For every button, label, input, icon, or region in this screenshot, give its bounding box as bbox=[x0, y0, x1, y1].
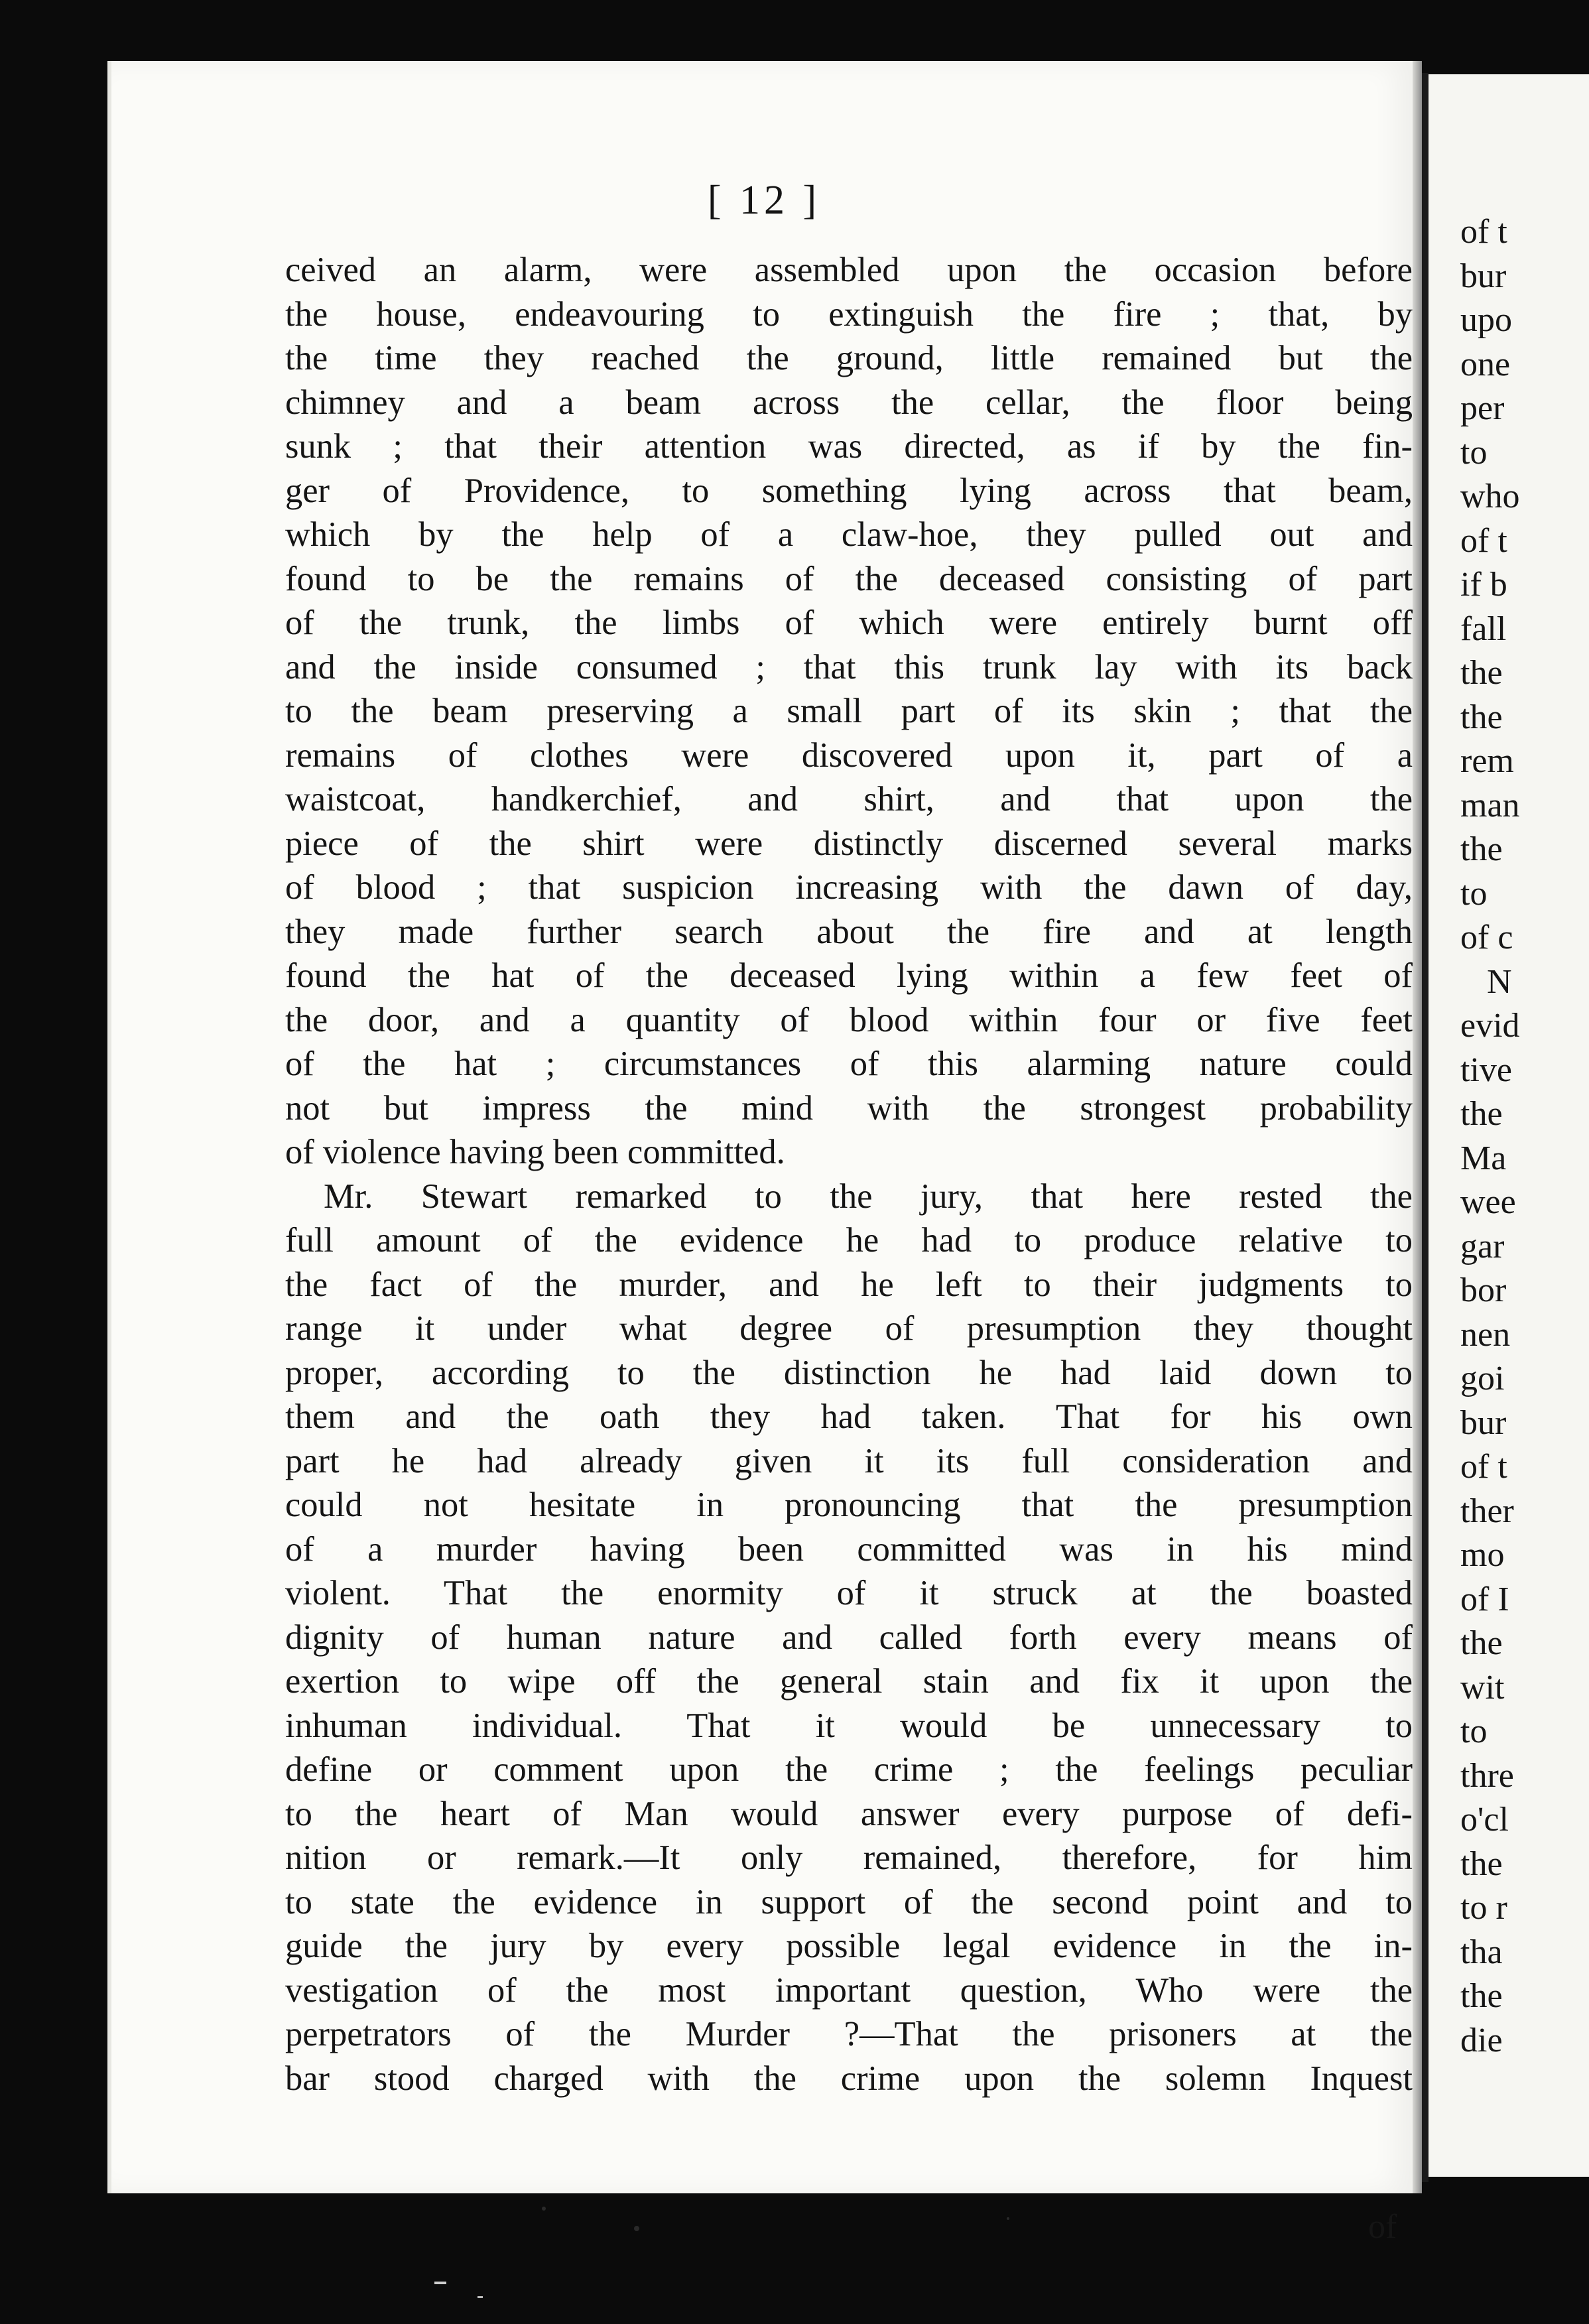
text-line: found the hat of the deceased lying within a few feet of bbox=[285, 956, 1413, 995]
text-fragment: to bbox=[1460, 1712, 1488, 1750]
text-line: of a murder having been committed was in his mind bbox=[285, 1529, 1413, 1569]
text-fragment: the bbox=[1460, 830, 1503, 868]
text-line: they made further search about the fire and at length bbox=[285, 912, 1413, 951]
text-fragment: mo bbox=[1460, 1536, 1505, 1574]
text-line: range it under what degree of presumption they thought bbox=[285, 1309, 1413, 1348]
text-fragment: to bbox=[1460, 874, 1488, 913]
text-fragment: gar bbox=[1460, 1227, 1505, 1265]
text-line: bar stood charged with the crime upon the solemn Inquest bbox=[285, 2059, 1413, 2098]
text-fragment: wit bbox=[1460, 1668, 1505, 1707]
text-line: to state the evidence in support of the second point and to bbox=[285, 1882, 1413, 1921]
text-fragment: ther bbox=[1460, 1492, 1514, 1530]
text-line: piece of the shirt were distinctly discerned several marks bbox=[285, 824, 1413, 863]
text-fragment: man bbox=[1460, 786, 1520, 824]
text-line: sunk ; that their attention was directed, as if by the fin- bbox=[285, 427, 1413, 466]
right-page-partial bbox=[1429, 74, 1589, 2177]
text-line: remains of clothes were discovered upon it, part of a bbox=[285, 736, 1413, 775]
text-fragment: of I bbox=[1460, 1580, 1509, 1618]
text-fragment: thre bbox=[1460, 1756, 1514, 1795]
text-fragment: tha bbox=[1460, 1933, 1503, 1971]
text-fragment: of c bbox=[1460, 919, 1513, 956]
text-line: the door, and a quantity of blood within four or five feet bbox=[285, 1000, 1413, 1039]
text-line: of violence having been committed. bbox=[285, 1133, 785, 1171]
text-fragment: bur bbox=[1460, 1403, 1507, 1442]
text-fragment: bur bbox=[1460, 257, 1507, 295]
text-line: found to be the remains of the deceased consisting of part bbox=[285, 559, 1413, 598]
text-line: violent. That the enormity of it struck at the boasted bbox=[285, 1574, 1413, 1612]
text-fragment: the bbox=[1460, 1624, 1503, 1662]
text-line: them and the oath they had taken. That for his own bbox=[285, 1397, 1413, 1436]
text-fragment: the bbox=[1460, 1977, 1503, 2015]
body-text bbox=[285, 248, 1413, 2100]
text-fragment: nen bbox=[1460, 1315, 1511, 1354]
text-line: guide the jury by every possible legal evidence in the in- bbox=[285, 1927, 1413, 1965]
text-line: and the inside consumed ; that this trunk lay with its back bbox=[285, 647, 1413, 686]
text-line: exertion to wipe off the general stain and fix it upon the bbox=[285, 1662, 1413, 1701]
paragraph-first-line: Mr. Stewart remarked to the jury, that here rested the bbox=[324, 1177, 1413, 1216]
text-fragment: per bbox=[1460, 389, 1505, 427]
text-fragment: wee bbox=[1460, 1183, 1516, 1221]
text-fragment: of t bbox=[1460, 213, 1507, 251]
text-fragment: of t bbox=[1460, 1448, 1507, 1486]
text-fragment: bor bbox=[1460, 1271, 1507, 1309]
text-line: nition or remark.—It only remained, therefore, for him bbox=[285, 1839, 1413, 1877]
catchword: of bbox=[1368, 2208, 1397, 2246]
text-line: which by the help of a claw-hoe, they pulled out and bbox=[285, 515, 1413, 554]
text-fragment: rem bbox=[1460, 742, 1514, 780]
text-fragment: o'cl bbox=[1460, 1801, 1509, 1839]
text-fragment: tive bbox=[1460, 1051, 1512, 1089]
text-fragment: the bbox=[1460, 654, 1503, 692]
text-line: ceived an alarm, were assembled upon the occasion before bbox=[285, 251, 1413, 289]
text-line: the time they reached the ground, little remained but the bbox=[285, 339, 1413, 377]
text-line: vestigation of the most important question, Who were the bbox=[285, 1970, 1413, 2010]
text-line: to the beam preserving a small part of its skin ; that the bbox=[285, 692, 1413, 730]
page-number: [ 12 ] bbox=[707, 178, 821, 223]
text-fragment: Ma bbox=[1460, 1139, 1507, 1177]
text-line: could not hesitate in pronouncing that the presumption bbox=[285, 1486, 1413, 1524]
text-line: perpetrators of the Murder ?—That the prisoners at the bbox=[285, 2015, 1413, 2053]
text-line: chimney and a beam across the cellar, the floor being bbox=[285, 383, 1413, 422]
text-line: waistcoat, handkerchief, and shirt, and that upon the bbox=[285, 780, 1413, 818]
text-fragment: to bbox=[1460, 433, 1488, 472]
text-line: of blood ; that suspicion increasing with the dawn of day, bbox=[285, 868, 1413, 907]
text-line: to the heart of Man would answer every purpose of defi- bbox=[285, 1794, 1413, 1833]
text-line: the house, endeavouring to extinguish the fire ; that, by bbox=[285, 294, 1413, 334]
text-fragment: if b bbox=[1460, 566, 1507, 604]
text-line: dignity of human nature and called forth every means of bbox=[285, 1618, 1413, 1657]
text-fragment: N bbox=[1487, 962, 1512, 1001]
text-line: the fact of the murder, and he left to their judgments to bbox=[285, 1265, 1413, 1304]
text-line: inhuman individual. That it would be unnecessary to bbox=[285, 1706, 1413, 1745]
text-line: not but impress the mind with the strongest probability bbox=[285, 1088, 1413, 1128]
text-fragment: the bbox=[1460, 698, 1503, 736]
text-fragment: the bbox=[1460, 1095, 1503, 1133]
text-fragment: who bbox=[1460, 478, 1520, 515]
text-fragment: evid bbox=[1460, 1007, 1520, 1045]
page-gutter bbox=[1413, 61, 1422, 2193]
text-line: define or comment upon the crime ; the feelings peculiar bbox=[285, 1750, 1413, 1789]
right-page-text bbox=[1460, 210, 1520, 2063]
text-line: part he had already given it its full consideration and bbox=[285, 1441, 1413, 1480]
text-line: of the hat ; circumstances of this alarming nature could bbox=[285, 1045, 1413, 1083]
book-spine bbox=[1422, 73, 1429, 2182]
text-fragment: of t bbox=[1460, 521, 1507, 560]
text-fragment: the bbox=[1460, 1844, 1503, 1883]
text-fragment: fall bbox=[1460, 610, 1507, 648]
text-fragment: die bbox=[1460, 2021, 1503, 2059]
text-fragment: to r bbox=[1460, 1889, 1507, 1927]
text-line: ger of Providence, to something lying across that beam, bbox=[285, 471, 1413, 510]
text-line: full amount of the evidence he had to produce relative to bbox=[285, 1221, 1413, 1259]
left-page bbox=[107, 61, 1417, 2246]
text-fragment: goi bbox=[1460, 1360, 1505, 1397]
text-line: of the trunk, the limbs of which were entirely burnt off bbox=[285, 604, 1413, 642]
text-fragment: one bbox=[1460, 345, 1511, 383]
text-fragment: upo bbox=[1460, 301, 1512, 339]
text-line: proper, according to the distinction he had laid down to bbox=[285, 1353, 1413, 1392]
